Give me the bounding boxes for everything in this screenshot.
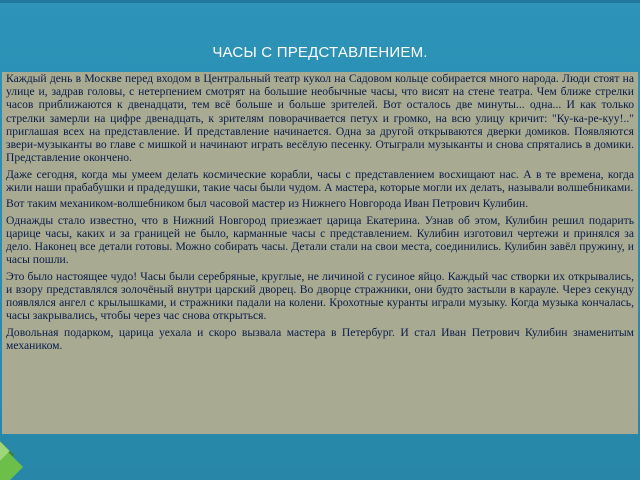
corner-decoration — [0, 440, 24, 480]
paragraph-5: Это было настоящее чудо! Часы были серебряные, круглые, не личиной с гусиное яйцо. Каждый час створки их открывались, и взору представлялся золочёный внутри царский дворец. Во дворце стражники, они будто застыли в карауле. Через секунду появлялся ангел с крылышками, и стражники падали на колени. Крохотные куранты играли музыку. Когда музыка кончалась, часы закрывались, чтобы через час снова открыться. — [6, 269, 634, 323]
paragraph-6: Довольная подарком, царица уехала и скоро вызвала мастера в Петербург. И стал Иван Петрович Кулибин знаменитым механиком. — [6, 325, 634, 352]
paragraph-1: Каждый день в Москве перед входом в Центральный театр кукол на Садовом кольце собирается много народа. Люди стоят на улице и, задрав головы, с нетерпением смотрят на большие необычные часы, что висят на стене театра. Чем ближе стрелки часов приближаются к двенадцати, тем всё больше и больше зрителей. Вот осталось две минуты... одна... И как только стрелки замерли на цифре двенадцать, к зрителям поворачивается петух и громко, на всю улицу кричит: "Ку-ка-ре-куу!.." приглашая всех на представление. И представление начинается. Одна за другой открываются дверки домиков. Появляются звери-музыканты во главе с мишкой и начинают играть весёлую песенку. Отыграли музыканты и снова спрятались в домики. Представление окончено. — [6, 72, 634, 165]
slide-title: ЧАСЫ С ПРЕДСТАВЛЕНИЕМ. — [212, 44, 428, 61]
text-content — [6, 72, 634, 355]
paragraph-2: Даже сегодня, когда мы умеем делать космические корабли, часы с представлением восхищают нас. А в те времена, когда жили наши прабабушки и прадедушки, такие часы были чудом. А мастера, которые могли их делать, называли волшебниками. — [6, 167, 634, 194]
top-band — [0, 0, 640, 3]
paragraph-4: Однажды стало известно, что в Нижний Новгород приезжает царица Екатерина. Узнав об этом, Кулибин решил подарить царице часы, каких и за границей не было, карманные часы с представлением. Кулибин изготовил чертежи и принялся за дело. Наконец все детали готовы. Можно собирать часы. Детали стали на свои места, соединились. Кулибин завёл пружину, и часы пошли. — [6, 213, 634, 267]
paragraph-3: Вот таким механиком-волшебником был часовой мастер из Нижнего Новгорода Иван Петрович Кулибин. — [6, 197, 529, 211]
